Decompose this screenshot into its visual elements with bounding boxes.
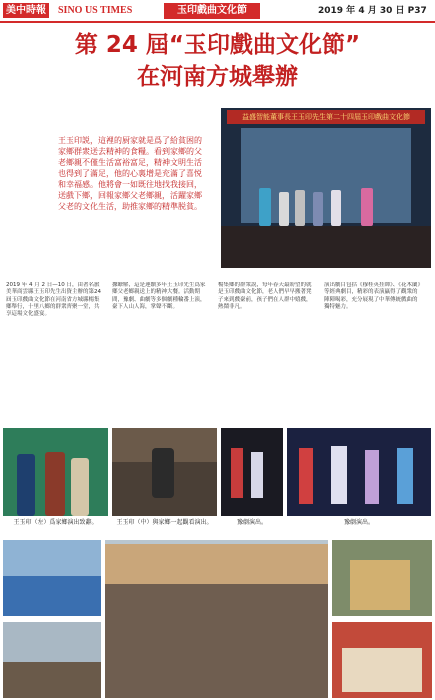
caption-opera-1: 豫劇演出。 <box>236 519 267 526</box>
brand-zh: 美中時報 <box>3 3 49 18</box>
section-title: 玉印戲曲文化節 <box>164 3 260 19</box>
photo-crowd <box>105 584 328 698</box>
stage-floor <box>221 226 431 268</box>
photo-crowd-large <box>105 540 328 698</box>
performer <box>259 188 271 226</box>
caption-audience: 王玉印（中）與家鄉一起觀看演出。 <box>116 519 213 526</box>
photo-performer <box>251 452 263 498</box>
photo-building <box>105 544 328 584</box>
photo-opera-1 <box>221 428 283 516</box>
photo-person <box>45 452 65 516</box>
photo-stalls-2 <box>3 622 101 698</box>
body-column-4: 演出劇目包括《穆桂英挂帥》、《花木蘭》等經典劇目，精彩的表演贏得了觀衆的陣陣喝彩，充分展現了中華傳統戲曲的獨特魅力。 <box>324 282 421 310</box>
photo-performer <box>331 446 347 504</box>
performer <box>295 190 305 226</box>
photo-performer <box>231 448 243 498</box>
performer <box>313 192 323 226</box>
photo-person <box>71 458 89 516</box>
photo-audience-leader <box>112 428 217 516</box>
headline-line2: 在河南方城舉辦 <box>137 64 298 90</box>
page-header <box>0 0 435 22</box>
photo-opera-2 <box>287 428 431 516</box>
issue-date: 2019 年 4 月 30 日 P37 <box>318 6 427 16</box>
photo-food-stall-2 <box>332 622 432 698</box>
brand-en: SINO US TIMES <box>58 5 133 16</box>
photo-street <box>3 662 101 698</box>
photo-speech <box>3 428 108 516</box>
photo-person <box>17 454 35 516</box>
stage-banner: 益盛智能董事長王玉印先生第二十四屆玉印戲曲文化節 <box>227 110 425 124</box>
article-body <box>6 282 431 412</box>
photo-stall <box>350 560 410 610</box>
lead-paragraph: 王玉印説，這裡的厨家就是爲了給貧困的家鄉群衆送去精神的食糧。看到家鄉的父老鄉親不僅生活富裕富足，精神文明生活也得到了滿足，他的心裏增是充滿了喜悦和幸福感。他將會一如既往地找我接回，送戲下鄉，回報家鄉父老鄉親，活躍家鄉父老的文化生活，助推家鄉的精準脱貧。 <box>58 136 202 211</box>
photo-stalls-1 <box>3 540 101 616</box>
photo-performer <box>397 448 413 504</box>
photo-performer <box>365 450 379 504</box>
header-rule <box>0 21 435 23</box>
body-column-1: 2019 年 4 月 2 日—10 日，由著名旅美華商雲縣王玉印先生出資主辦的第24屆玉印戲曲文化節在河南省方城縣楊集鄉舉行，十里八鄉的群衆齊聚一堂，共享這場文化盛宴。 <box>6 282 101 318</box>
caption-speech: 王玉印（左）爲家鄉演出致辭。 <box>13 519 98 526</box>
performer <box>361 188 373 226</box>
photo-stall <box>342 648 422 692</box>
photo-performer <box>299 448 313 504</box>
body-column-2: 據瞭解，這是連續多年王玉印先生爲家鄉父老鄉親送上的精神大餐。活動期間，豫劇、曲劇等多個劇種輪番上演，臺下人山人海，掌聲不斷。 <box>112 282 206 310</box>
photo-food-stall-1 <box>332 540 432 616</box>
body-column-3: 楊集鄉的群衆説，每年春天最盼望的就是玉印戲曲文化節，老人們早早搬著凳子來到戲臺前，孩子們在人群中嬉戲，熱鬧非凡。 <box>218 282 312 310</box>
stage-photo <box>221 108 431 268</box>
performer <box>279 192 289 226</box>
performer <box>331 190 341 226</box>
caption-opera-2: 豫劇演出。 <box>343 519 374 526</box>
photo-stall <box>3 576 101 616</box>
headline-line1: 第 24 屆“玉印戲曲文化節” <box>74 32 361 58</box>
photo-person <box>152 448 174 498</box>
